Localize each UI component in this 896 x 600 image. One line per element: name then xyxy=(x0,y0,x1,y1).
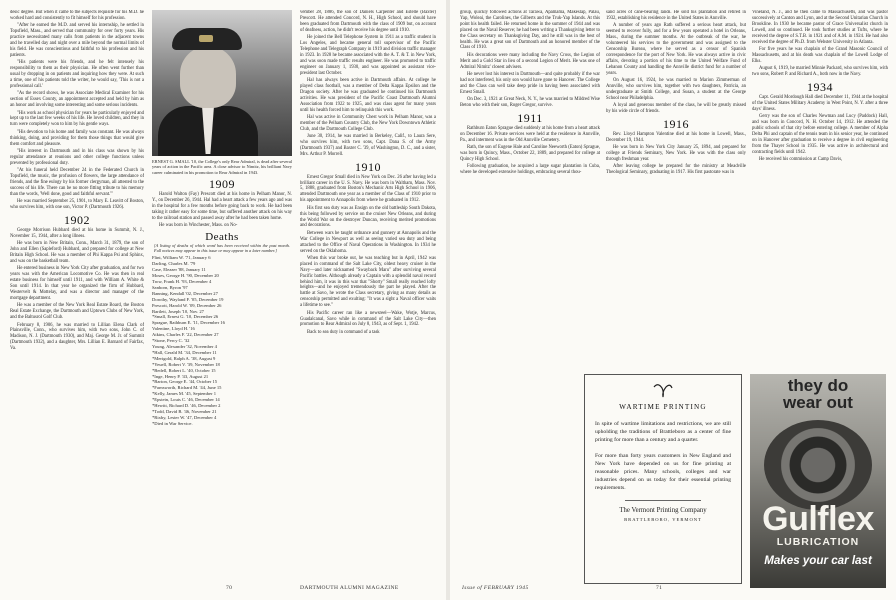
class-heading-1902: 1902 xyxy=(64,213,90,227)
ad-title: WARTIME PRINTING xyxy=(619,403,707,411)
paragraph: He was born in New Britain, Conn., March 31, 1879, the son of John and Ellen (Sapleford) Hubbard, and prepared for college at New Britain High School. He was a member of Phi Kappa Psi and Sphinx, and was on the basketball team. xyxy=(10,241,144,264)
death-entry: *Small, Ernest G. '10, December 26 xyxy=(152,314,219,320)
paragraph: Gerry was the son of Charles Newman and Lucy (Paddock) Hall, and was born in Concord, N. H. October 14, 1912. He attended the public schools of that city before entering college. A member of Alpha Delta Phi and captain of the tennis team in his senior year, he continued on in Hanover after graduation to receive a degree in civil engineering from the Thayer School in 1935. He was active in architectural and contracting fields until 1942. xyxy=(752,114,888,155)
paragraph: February 8, 1906, he was married to Lillian Elena Clark of Plainsville, Conn., who survives him, with two sons, John C. of Madison, N. J. (Dartmouth 1930), and Maj. George M. Jr. of Summit (Dartmouth 1932), and a daughter, Mrs. Lillian E. Barnard of Fairfax, Va. xyxy=(10,322,144,352)
paragraph: Rev. Lloyd Hampton Valentine died at his home in Lowell, Mass., December 19, 1944. xyxy=(606,131,746,143)
right-column-2 xyxy=(606,10,746,370)
class-heading-1909: 1909 xyxy=(209,177,235,192)
tire-image xyxy=(764,420,872,510)
ad-brand-subtitle: LUBRICATION xyxy=(776,536,860,548)
paragraph: He was born in New York City January 25, 1894, and prepared for college at Friends Seminary, New York. He was with the class only through freshman year. xyxy=(606,145,746,162)
paragraph: He never lost his interest in Dartmouth—and quite probably if the war had not interfered, his only son would have gone to Hanover. The College and the Class can well take deep pride in having been associated with Ernest Small. xyxy=(460,72,600,95)
death-entry: Atkins, Charles F. '22, December 27 xyxy=(152,332,219,338)
death-entry: *Hewitt, Richard D. '46, December 2 xyxy=(152,403,221,409)
death-entry: *Todd, David B. '46, November 21 xyxy=(152,408,217,414)
page-number-left: 70 xyxy=(226,585,233,591)
paragraph: Hal was active in Community Chest work in Pelham Manor, was a member of the Pelham Country Club, the New York Downtown Athletic Club, and the Dartmouth College Club. xyxy=(300,114,436,132)
paragraph: He entered business in New York City after graduation, and for two years was with the American Locomotive Co. He was then in real estate business for himself until 1911, and with William A. White & Son until 1914. In that year he organized the firm of Hubbard, Westervelt & Mottelay, and was a director and manager of the mortgage department. xyxy=(10,266,144,301)
paragraph: He was born in Winchester, Mass. on No- xyxy=(159,223,238,229)
photo-caption: ERNEST G. SMALL '10, the College's only Rear Admiral, is dead after several years of action in the Pacific area. A close advisor to Nimitz, his brilliant Navy career culminated in his promotion to Rear Admiral in 1943. xyxy=(152,159,292,175)
paragraph: For five years he was chaplain of the Grand Masonic Council of Massachusetts, and at his death was chaplain of the Lowell Lodge of Elks. xyxy=(752,46,888,64)
death-entry: Valentine, Lloyd H. '16 xyxy=(152,326,195,332)
death-entry: *Bedell, Robert L. '40, October 15 xyxy=(152,367,216,373)
death-entry: Banning, Kendall '02, December 27 xyxy=(152,290,218,296)
paragraph: Hal has always been active in Dartmouth affairs. At college he played class football, was a member of Delta Kappa Epsilon and the Dragon society. After he was graduated he continued his Dartmouth activities. He was president of the Pacific Coast Dartmouth Alumni Association from 1922 to 1925, and was class agent for many years until his health forced him to relinquish this work. xyxy=(300,77,436,113)
death-entry: *Kelly, James M. '45, September 1 xyxy=(152,391,217,397)
ad-city: BRATTLEBORO, VERMONT xyxy=(624,516,702,522)
class-heading-1911: 1911 xyxy=(517,111,543,125)
ad-company-name: The Vermont Printing Company xyxy=(619,506,707,514)
death-entry: Flint, William W. '71, January 6 xyxy=(152,255,211,261)
vermont-printing-ad xyxy=(584,374,742,584)
paragraph: "After he earned the M.D. and served his internship, he settled in Topsfield, Mass., and served that community for over forty years. His practice necessitated many calls from patients in the adjacent towns and he travelled day and night over a mile beyond the normal limits of his field. He was conscientious and faithful to his profession and his patients. xyxy=(10,23,144,58)
ad-brand-name: Gulflex xyxy=(762,500,874,538)
death-entry: Case, Eleazer '88, January 11 xyxy=(152,267,206,273)
admiral-photo-block xyxy=(152,10,292,175)
paragraph: Ernest Gregor Small died in New York on Dec. 26 after having led a brilliant career in the U. S. Navy. He was born in Waltham, Mass. Nov. 5, 1888, graduated from Boston's Mechanic Arts High School in 1906, attended Dartmouth one year as a member of the Class of 1910 prior to his appointment to Annapolis from where he graduated in 1912. xyxy=(300,174,436,204)
ad-tagline: Makes your car last xyxy=(764,554,872,567)
death-entry: *Stone, Percy C. '32 xyxy=(152,338,190,344)
death-entry: Bartlett, Joseph '10, Nov. 27 xyxy=(152,308,204,314)
paragraph: Harold Walton (Fay) Prescott died at his home in Pelham Manor, N. Y., on December 26, 1944. Hal had a heart attack a few years ago and was in the hospital for a few months before going back to work. He had been taking it rather easy for some time, but suffered another attack on his way to the railroad station and passed away after he had been taken home. xyxy=(152,192,292,221)
paragraph: Capt. Gerald Mordough Hall died December 11, 1944 at the hospital of the United States Military Academy in West Point, N. Y. after a three days' illness. xyxy=(752,94,888,112)
paragraph: When this war broke out, he was teaching but in April, 1942 was placed in command of the Salt Lake City, oldest heavy cruiser in the Navy—and later nicknamed "Swayback Maru" after surviving several Pacific battles. Although already a Captain with a splendid naval record behind him, it was in this war that "Shorty" Small really reached lofty heights—and he enjoyed tremendously the part he played. After the battle at Savo, he wrote the Class secretary, giving as many details as censorship permitted and exulting: "It was a sight a Naval officer waits a lifetime to see." xyxy=(300,255,436,309)
left-column-2 xyxy=(152,10,292,580)
death-entry: *Rixby, Lester W. '47, December 4 xyxy=(152,414,217,420)
ad-paragraph: For more than forty years customers in New England and New York have depended on us for fine printing at reasonable prices. Many schools, colleges and war industries depend on us today for their essential printing requirements. xyxy=(595,452,731,492)
paragraph: Rathburn Eaton Sprague died suddenly at his home from a heart attack on December 16. Private services were held at the residence in Annville, Pa., and interment was in the Old Annville Cemetery. xyxy=(460,125,600,143)
death-entry: *Died in War Service. xyxy=(152,420,193,426)
death-entry: Trow, Frank H. '93, December 4 xyxy=(152,279,212,284)
page-number-right: 71 xyxy=(656,585,663,591)
paragraph: "At his funeral held December 24 in the Federated Church in Topsfield, the music, the profusion of flowers, the large attendance of friends, and the fine eulogy by his former clergyman, all attested to the success of his life. There can be no more fitting tribute to his memory than the words, 'Well done, good and faithful servant.'" xyxy=(10,168,144,197)
death-entry: Moses, George H. '90, December 20 xyxy=(152,273,219,279)
death-entry: Sprague, Rathburn E. '11, December 16 xyxy=(152,320,225,326)
paragraph: He was married September 25, 1901, to Mary E. Leavitt of Boston, who survives him, with one son, Victor P. (Dartmouth 1926). xyxy=(10,199,144,211)
paragraph: On August 16, 1924, he was married to Marion Zimmerman of Annville, who survives him, together with two daughters, Patricia, an undergraduate at Smith College, and Susan, a student at the George School near Philadelphia. xyxy=(606,77,746,101)
death-entry: *Hall, Gerald M. '34, December 11 xyxy=(152,349,217,355)
paragraph: desic degree. But when it came to the subjects requisite for his M.D. he worked hard and consistently to fit himself for his profession. xyxy=(10,10,144,21)
death-entry: *Yeuell, Robert V. '39, November 18 xyxy=(152,361,220,367)
paragraph: "His patients were his friends, and he felt intensely his responsibility to them as their physician. He often went further than usual by dropping in on patients and inquiring how they were. At such a time, one of his patients told the writer, he would say, 'This is not a professional call.' xyxy=(10,60,144,89)
ad-slogan-line-2: wear out xyxy=(783,393,853,412)
gulflex-ad xyxy=(750,374,886,588)
paragraph: "His devotion to his home and family was constant. He was always thinking, doing, and providing for them those things that would give them comfort and pleasure. xyxy=(10,129,144,147)
right-column-1 xyxy=(460,10,600,370)
paragraph: Vineland, N. J., and he then came to Massachusetts, and was pastor successively at Canton and Lynn, and at the Second Unitarian Church in Brookline. In 1930 he became pastor of Grace Universalist church in Lowell, and so continued. He took further studies at Tufts, where he received the degree of S.T.B. in 1921 and of A.M. in 1924. He had also received the degree of Ph.D. from Webster University in Atlanta. xyxy=(752,10,888,45)
paragraph: June 30, 1914, he was married in Berkeley, Calif., to Laura Sere, who survives him, with two sons, Capt. Dana S. of the Army (Dartmouth 1937) and Baxter C. '39, of Washington, D. C., and a sister, Mrs. Arthur P. Morrell. xyxy=(300,134,436,157)
death-entry: Prescott, Harold W. '09, December 26 xyxy=(152,302,222,308)
class-heading-1910: 1910 xyxy=(355,159,381,174)
death-entry: *Inge, Henry P. '43, August 21 xyxy=(152,373,209,379)
paragraph: "His work as school physician for years he particularly enjoyed and kept up to the last few weeks of his life. He loved children, and they in turn were completely won to him by his gentle ways. xyxy=(10,110,144,128)
paragraph: George Morrison Hubbard died at his home in Summit, N. J., November 15, 1944, after a long illness. xyxy=(10,227,144,239)
issue-footer: Issue of FEBRUARY 1945 xyxy=(462,585,529,591)
paragraph: He joined the Bell Telephone System in 1911 as a traffic student in Los Angeles, and became general toll supervisor of the Pacific Telephone and Telegraph Company in 1919 and division traffic manager in 1923. In 1928 he became associated with the A. T. & T. in New York, and was soon made traffic results engineer. He was promoted to traffic engineer on January 1, 1930, and was appointed as assistant vice-president last October. xyxy=(300,35,436,76)
death-entry: *Epstein, Louis C. '46, December 14 xyxy=(152,397,220,403)
deaths-heading: Deaths xyxy=(205,231,239,244)
right-column-3 xyxy=(752,10,888,370)
paragraph: He was a member of the New York Real Estate Board, the Boston Real Estate Exchange, the Dartmouth and Uptown Clubs of New York, and the Baltusrol Golf Club. xyxy=(10,303,144,321)
paragraph: Rath, the son of Eugene Hale and Caroline Neeworth (Eaton) Sprague, was born in Quincy, Mass., October 22, 1889, and prepared for college at Quincy High School. xyxy=(460,145,600,162)
paragraph: He received his commission at Camp Davis, xyxy=(759,156,843,162)
paragraph: Following graduation, he acquired a large sugar plantation in Cuba, where he developed extensive holdings, embracing several thou- xyxy=(460,164,600,176)
printer-ornament-icon xyxy=(652,383,674,399)
death-entry: Dorothy, Wayland F. '05, December 19 xyxy=(152,296,224,302)
deaths-note: [A listing of deaths of which word has been received within the past month. Full notices may appear in this issue or may appear in a later number.] xyxy=(154,242,290,254)
paragraph: "His interest in Dartmouth and in his class was shown by his regular attendance at reunions and other college functions unless prevented by professional duty. xyxy=(10,148,144,166)
paragraph: His Pacific career ran like a newsreel—Wake, Wotje, Marcus, Guadalcanal, Savo while in command of the Salt Lake City—then promotion to Rear Admiral on July 8, 1943, as of Sept. 1, 1942. xyxy=(300,310,436,328)
paragraph: August 6, 1919, he married Minnie Packard, who survives him, with two sons, Robert P. and Richard A., both now in the Navy. xyxy=(752,66,888,78)
paragraph: His decorations were many including the Navy Cross, the Legion of Merit and a Gold Star in lieu of a second Legion of Merit. He was one of Admiral Nimitz' closest advisers. xyxy=(460,52,600,70)
paragraph: Between wars he taught ordnance and gunnery at Annapolis and the War College in Newport as well as seeing varied sea duty and being attached to the Office of Naval Operations in Washington. In 1934 he served on the Oklahoma. xyxy=(300,230,436,254)
paragraph: vember 28, 1886, the son of Daniels Carpenter and Estelle (Baxter) Prescott. He attended Concord, N. H., High School, and should have been graduated from Dartmouth with the class of 1909 but, on account of deafness, action, he didn't receive his degree until 1910. xyxy=(300,10,436,33)
admiral-portrait-photo xyxy=(152,10,292,156)
ad-paragraph: In spite of wartime limitations and restrictions, we are still upholding the traditions of Brattleboro as a center of fine printing for more than a century and a quarter. xyxy=(595,421,731,444)
class-heading-1934: 1934 xyxy=(807,79,833,94)
right-page xyxy=(450,0,896,600)
death-entry: *Barton, George E. '44, October 15 xyxy=(152,379,218,385)
deaths-list xyxy=(152,255,292,426)
left-column-1 xyxy=(10,10,144,580)
class-heading-1916: 1916 xyxy=(663,116,689,131)
left-column-3 xyxy=(300,10,436,580)
paragraph: A number of years ago Rath suffered a serious heart attack, but seemed to recover fully, and for a few years operated a hotel in Orleans, Mass., during the summer months. At the outbreak of the war, he volunteered his services to the government and was assigned to the Censorship Bureau, where he served as a censor of Spanish correspondence for the port of New York. He was always active in civic affairs, devoting a portion of his time to the United Welfare Fund of Lebanon County and handling the Annville district fund for a number of years. xyxy=(606,23,746,76)
death-entry: *Merigold, Ralph A. '38, August 9 xyxy=(152,355,216,361)
magazine-title-footer: DARTMOUTH ALUMNI MAGAZINE xyxy=(300,585,399,591)
paragraph: sand acres of cane-bearing lands. He sold his plantation and retired in 1932, establishing his residence in the United States in Annville. xyxy=(606,10,746,21)
death-entry: *Farnsworth, Richard M. '44, June 15 xyxy=(152,385,222,391)
ad-divider xyxy=(625,500,701,501)
left-page xyxy=(0,0,446,600)
obituary-1902 xyxy=(10,228,144,352)
paragraph: On Dec. 3, 1921 at Great Neck, N. Y., he was married to Mildred Wise Beton who with their son, Roger Gregor, survive. xyxy=(460,97,600,109)
death-entry: Sanborn, Byron '97 xyxy=(152,284,188,290)
death-entry: Young, Alexander '32, November 4 xyxy=(152,343,217,349)
paragraph: A loyal and generous member of the class, he will be greatly missed by his wide circle of friends. xyxy=(606,103,746,114)
paragraph: "As the record shows, he was Associate Medical Examiner for his section of Essex County, an appointment accepted and held by him as an honor and involving some interesting and some serious incidents. xyxy=(10,91,144,109)
paragraph: After leaving college he prepared for the ministry at Meadville Theological Seminary, graduating in 1917. His first pastorate was in xyxy=(606,164,746,176)
death-entry: Darling, Charles M. '79 xyxy=(152,261,196,267)
obituary-continued xyxy=(10,10,144,211)
paragraph: Back to sea duty in command of a task xyxy=(307,329,380,335)
paragraph: group, quickly followed actions at Tarawa, Apamama, Makeslap, Palau, Yap, Woleai, the Carolines, the Gilberts and the Truk-Yap Islands. At this point his health failed. He returned home in the summer of 1944 and was placed on the Naval Reserve; he had been writing a Thanksgiving letter to the Class secretary on Thanksgiving Day, and he still was in the best of health. He was a great son of Dartmouth and an honored member of the Class of 1910. xyxy=(460,10,600,51)
ad-slogan-line-1: they do xyxy=(787,376,849,395)
paragraph: His first sea duty was as Ensign on the old battleship South Dakota, this being followed by service on the cruiser New Orleans, and during the World War on the destroyer Duncan, receiving merited promotions and decorations. xyxy=(300,205,436,229)
